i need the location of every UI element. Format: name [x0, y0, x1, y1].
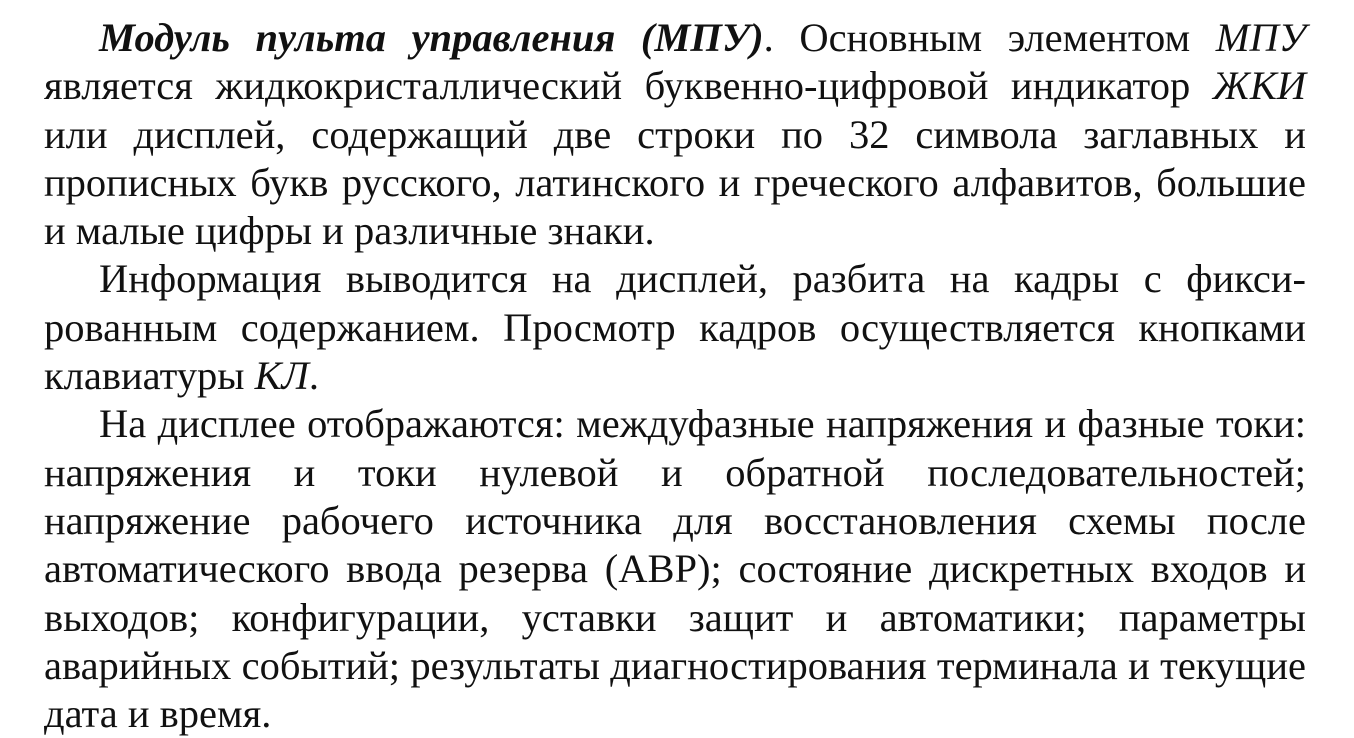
paragraph-text: или дисплей, содержащий две строки по 32 символа заглавных и прописных букв русского, латинского и греческого алфавитов, большие и малые цифры и различные знаки.	[44, 111, 1306, 254]
section-heading: Модуль пульта управления (МПУ)	[99, 15, 764, 60]
paragraph-text: является жидкокристаллический буквенно-цифровой индикатор	[44, 63, 1213, 109]
paragraph-text: Основным элементом	[773, 15, 1216, 60]
document-page	[44, 14, 1306, 738]
paragraph-text: На дисплее отображаются: междуфазные напряжения и фазные токи: напряжения и токи нулевой и обратной последовательностей; напряжение рабочего источника для восстановления схемы после автоматического ввода резерва (АВР); состояние дискретных входов и выходов; конфигурации, уставки защит и автоматики; параметры аварийных событий; результаты диагностирования терминала и текущие дата и время.	[44, 401, 1306, 737]
paragraph-display-frames	[44, 255, 1306, 400]
heading-punctuation: .	[763, 15, 774, 60]
term-italic: МПУ	[1215, 15, 1306, 60]
paragraph-text: Информация выводится на дисплей, разбита на кадры с фиксированным содержанием. Просмотр кадров осуществляется кнопками клавиатуры	[44, 256, 1306, 399]
term-italic: ЖКИ	[1212, 63, 1306, 109]
paragraph-mpu-description	[44, 14, 1306, 255]
paragraph-display-contents	[44, 400, 1306, 738]
term-italic: КЛ	[254, 353, 309, 399]
paragraph-text: .	[308, 353, 320, 399]
